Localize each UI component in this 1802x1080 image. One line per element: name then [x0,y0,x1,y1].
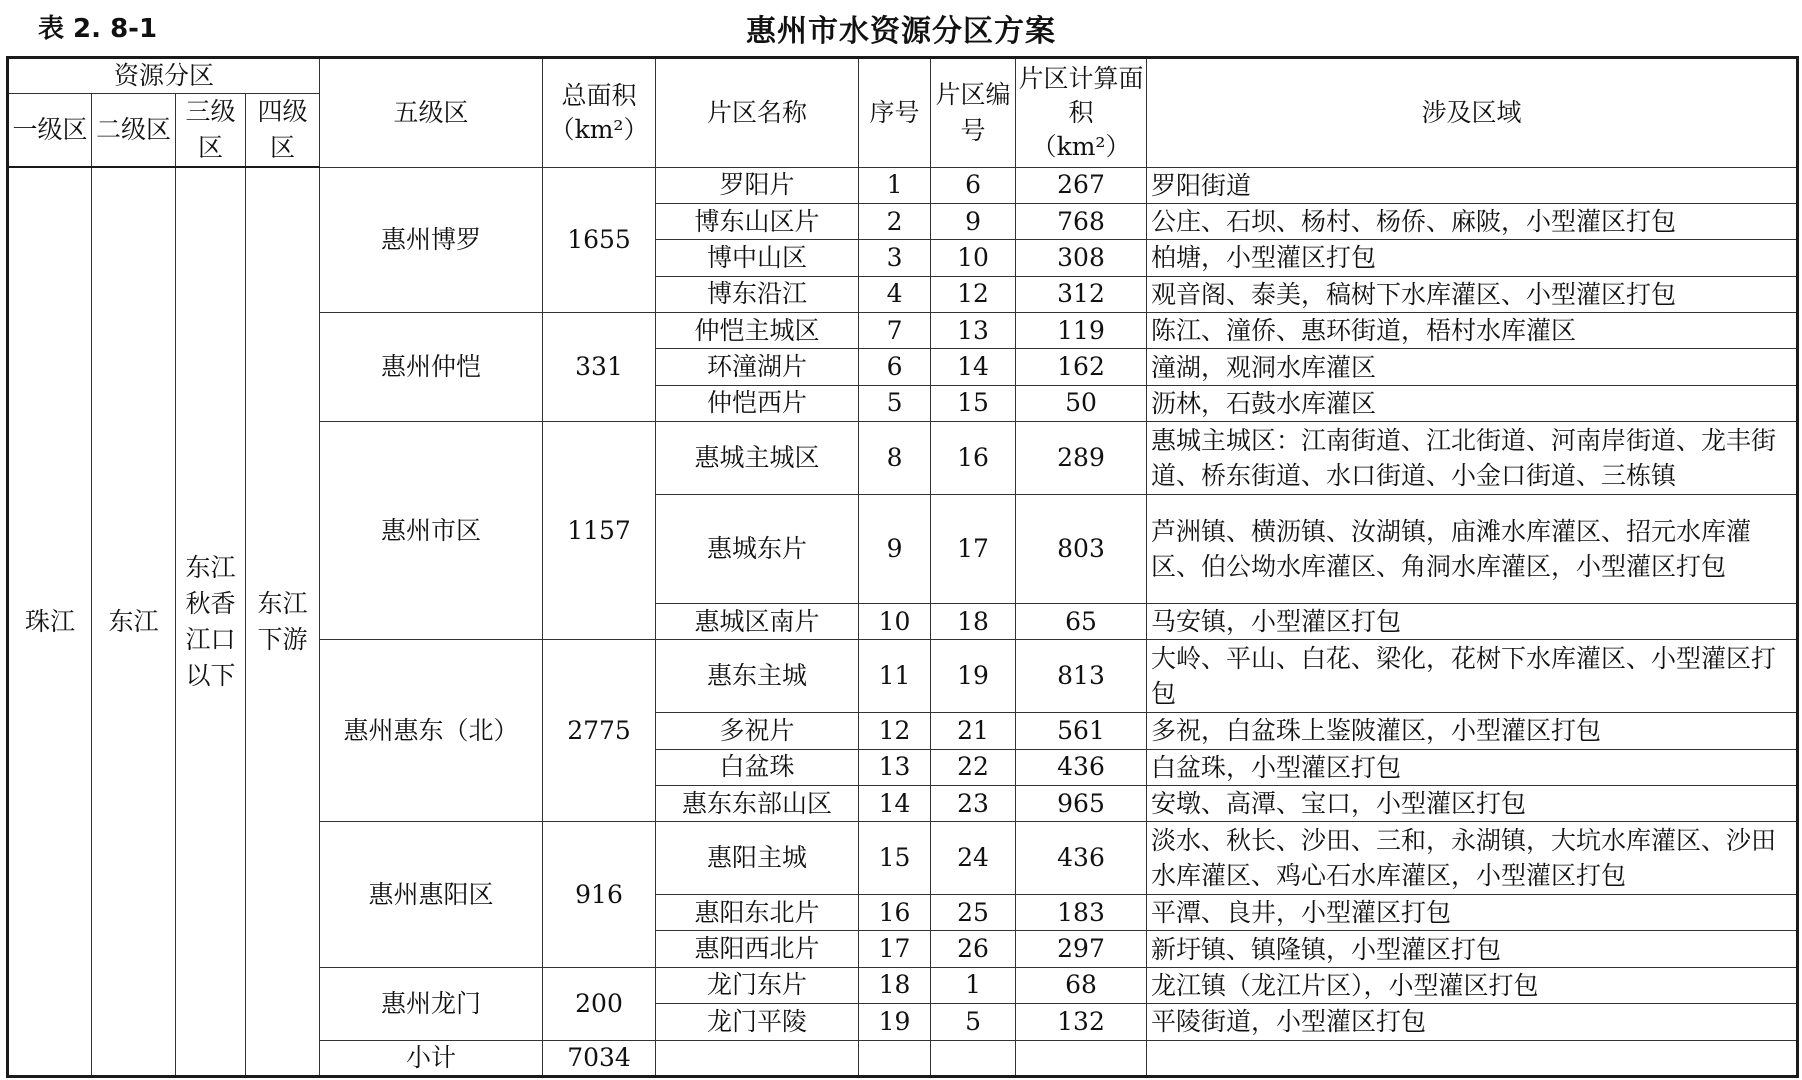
zone-code-cell: 17 [931,494,1016,603]
subtotal-value: 7034 [543,1040,656,1077]
regions-cell: 马安镇，小型灌区打包 [1147,604,1798,640]
seq-cell: 12 [859,713,931,749]
header-level1: 一级区 [8,94,92,168]
seq-cell: 4 [859,276,931,312]
zone-name-cell: 环潼湖片 [656,349,859,385]
seq-cell: 18 [859,967,931,1003]
level3-cell: 东江秋香江口以下 [176,167,246,1077]
zone-name-cell: 仲恺西片 [656,385,859,421]
seq-cell: 2 [859,203,931,239]
total-area-cell: 2775 [543,640,656,822]
header-zone-code: 片区编号 [931,58,1016,168]
zone-name-cell: 博东沿江 [656,276,859,312]
calc-area-cell: 267 [1016,167,1147,203]
seq-cell: 16 [859,895,931,931]
header-calc-area-label: 片区计算面积 [1018,63,1144,127]
calc-area-cell: 308 [1016,240,1147,276]
regions-cell: 白盆珠，小型灌区打包 [1147,749,1798,785]
zone-code-cell: 18 [931,604,1016,640]
regions-cell: 大岭、平山、白花、梁化，花树下水库灌区、小型灌区打包 [1147,640,1798,713]
level5-cell: 惠州仲恺 [320,313,543,422]
regions-cell: 多祝，白盆珠上鉴陂灌区，小型灌区打包 [1147,713,1798,749]
seq-cell: 10 [859,604,931,640]
total-area-cell: 916 [543,822,656,968]
seq-cell: 8 [859,422,931,495]
level1-cell: 珠江 [8,167,92,1077]
regions-cell: 芦洲镇、横沥镇、汝湖镇，庙滩水库灌区、招元水库灌区、伯公坳水库灌区、角洞水库灌区，小型灌区打包 [1147,494,1798,603]
zone-name-cell: 惠城区南片 [656,604,859,640]
zone-name-cell: 仲恺主城区 [656,313,859,349]
zone-code-cell: 15 [931,385,1016,421]
header-calc-area [1016,58,1147,168]
zone-name-cell: 惠阳主城 [656,822,859,895]
header-total-area-unit: （km²） [549,114,649,144]
zone-code-cell: 1 [931,967,1016,1003]
zone-code-cell: 9 [931,203,1016,239]
regions-cell: 龙江镇（龙江片区），小型灌区打包 [1147,967,1798,1003]
zone-code-cell: 25 [931,895,1016,931]
zone-code-cell: 12 [931,276,1016,312]
subtotal-empty-cell [859,1040,931,1077]
water-resource-zoning-table [6,56,1799,1078]
calc-area-cell: 297 [1016,931,1147,967]
zone-code-cell: 19 [931,640,1016,713]
seq-cell: 14 [859,785,931,821]
total-area-cell: 331 [543,313,656,422]
table-title: 惠州市水资源分区方案 [746,14,1056,49]
seq-cell: 13 [859,749,931,785]
seq-cell: 9 [859,494,931,603]
header-zone-name: 片区名称 [656,58,859,168]
total-area-cell: 1157 [543,422,656,640]
zone-name-cell: 多祝片 [656,713,859,749]
subtotal-empty-cell [931,1040,1016,1077]
zone-name-cell: 惠城东片 [656,494,859,603]
calc-area-cell: 162 [1016,349,1147,385]
zone-code-cell: 13 [931,313,1016,349]
zone-code-cell: 24 [931,822,1016,895]
regions-cell: 罗阳街道 [1147,167,1798,203]
regions-cell: 平陵街道，小型灌区打包 [1147,1004,1798,1040]
zone-name-cell: 惠阳西北片 [656,931,859,967]
header-calc-area-unit: （km²） [1031,131,1131,161]
regions-cell: 安墩、高潭、宝口，小型灌区打包 [1147,785,1798,821]
zone-code-cell: 23 [931,785,1016,821]
seq-cell: 1 [859,167,931,203]
calc-area-cell: 65 [1016,604,1147,640]
calc-area-cell: 436 [1016,822,1147,895]
header-seq: 序号 [859,58,931,168]
calc-area-cell: 50 [1016,385,1147,421]
subtotal-label: 小计 [320,1040,543,1077]
zone-name-cell: 惠阳东北片 [656,895,859,931]
zone-code-cell: 21 [931,713,1016,749]
subtotal-empty-cell [1147,1040,1798,1077]
header-level2: 二级区 [92,94,176,168]
zone-code-cell: 6 [931,167,1016,203]
total-area-cell: 1655 [543,167,656,313]
regions-cell: 陈江、潼侨、惠环街道，梧村水库灌区 [1147,313,1798,349]
zone-code-cell: 26 [931,931,1016,967]
regions-cell: 沥林，石鼓水库灌区 [1147,385,1798,421]
zone-name-cell: 龙门平陵 [656,1004,859,1040]
calc-area-cell: 183 [1016,895,1147,931]
table-body [8,167,1798,1077]
level5-cell: 惠州博罗 [320,167,543,313]
calc-area-cell: 803 [1016,494,1147,603]
calc-area-cell: 768 [1016,203,1147,239]
regions-cell: 淡水、秋长、沙田、三和，永湖镇，大坑水库灌区、沙田水库灌区、鸡心石水库灌区，小型灌区打包 [1147,822,1798,895]
subtotal-empty-cell [1016,1040,1147,1077]
total-area-cell: 200 [543,967,656,1040]
subtotal-empty-cell [656,1040,859,1077]
header-total-area [543,58,656,168]
seq-cell: 19 [859,1004,931,1040]
zone-name-cell: 龙门东片 [656,967,859,1003]
zone-name-cell: 罗阳片 [656,167,859,203]
regions-cell: 潼湖，观洞水库灌区 [1147,349,1798,385]
zone-name-cell: 惠城主城区 [656,422,859,495]
zone-code-cell: 10 [931,240,1016,276]
seq-cell: 15 [859,822,931,895]
seq-cell: 3 [859,240,931,276]
calc-area-cell: 561 [1016,713,1147,749]
header-regions: 涉及区域 [1147,58,1798,168]
zone-code-cell: 5 [931,1004,1016,1040]
seq-cell: 6 [859,349,931,385]
seq-cell: 17 [859,931,931,967]
document-header [0,0,1802,52]
seq-cell: 11 [859,640,931,713]
calc-area-cell: 68 [1016,967,1147,1003]
regions-cell: 公庄、石坝、杨村、杨侨、麻陂，小型灌区打包 [1147,203,1798,239]
regions-cell: 平潭、良井，小型灌区打包 [1147,895,1798,931]
zone-name-cell: 博中山区 [656,240,859,276]
level5-cell: 惠州龙门 [320,967,543,1040]
calc-area-cell: 132 [1016,1004,1147,1040]
zone-name-cell: 惠东东部山区 [656,785,859,821]
zone-code-cell: 16 [931,422,1016,495]
calc-area-cell: 119 [1016,313,1147,349]
header-level3: 三级区 [176,94,246,168]
level5-cell: 惠州市区 [320,422,543,640]
table-number: 表 2. 8-1 [38,14,158,44]
regions-cell: 新圩镇、镇隆镇，小型灌区打包 [1147,931,1798,967]
regions-cell: 柏塘，小型灌区打包 [1147,240,1798,276]
zone-name-cell: 惠东主城 [656,640,859,713]
level5-cell: 惠州惠阳区 [320,822,543,968]
zone-name-cell: 白盆珠 [656,749,859,785]
level4-cell: 东江下游 [246,167,320,1077]
header-resource-division: 资源分区 [8,58,320,94]
calc-area-cell: 965 [1016,785,1147,821]
calc-area-cell: 289 [1016,422,1147,495]
zone-name-cell: 博东山区片 [656,203,859,239]
level5-cell: 惠州惠东（北） [320,640,543,822]
header-total-area-label: 总面积 [561,80,637,110]
calc-area-cell: 436 [1016,749,1147,785]
calc-area-cell: 312 [1016,276,1147,312]
header-level5: 五级区 [320,58,543,168]
level2-cell: 东江 [92,167,176,1077]
header-level4: 四级区 [246,94,320,168]
seq-cell: 5 [859,385,931,421]
zone-code-cell: 14 [931,349,1016,385]
seq-cell: 7 [859,313,931,349]
regions-cell: 惠城主城区：江南街道、江北街道、河南岸街道、龙丰街道、桥东街道、水口街道、小金口街道、三栋镇 [1147,422,1798,495]
calc-area-cell: 813 [1016,640,1147,713]
regions-cell: 观音阁、泰美，稿树下水库灌区、小型灌区打包 [1147,276,1798,312]
zone-code-cell: 22 [931,749,1016,785]
